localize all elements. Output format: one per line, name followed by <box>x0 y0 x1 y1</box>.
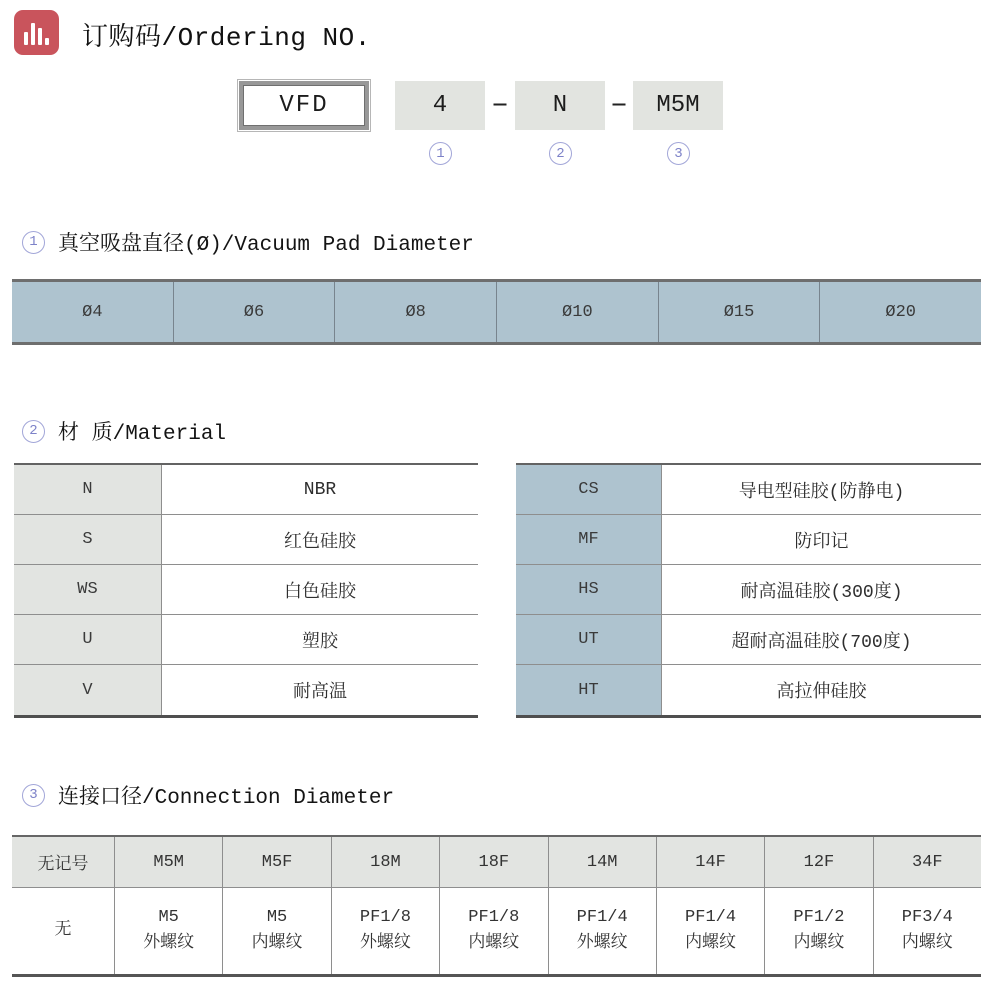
pad-diameter-table <box>12 279 981 345</box>
thread-size: PF1/8 <box>468 907 520 927</box>
diameter-cell: Ø10 <box>497 282 659 342</box>
ordering-code-segment-material: N <box>515 81 605 130</box>
connection-value <box>549 888 657 974</box>
thread-type: 内螺纹 <box>468 934 520 953</box>
thread-size: M5 <box>158 907 179 927</box>
connection-value <box>765 888 873 974</box>
material-code: UT <box>516 615 662 664</box>
section-title-text: 材 质/Material <box>58 423 227 446</box>
page-title: 订购码/Ordering NO. <box>82 23 371 53</box>
thread-type: 内螺纹 <box>793 934 845 953</box>
connection-table <box>12 835 981 977</box>
connection-body-row <box>12 888 981 974</box>
connection-header: 14F <box>657 837 765 887</box>
material-desc: 耐高温 <box>293 683 347 703</box>
diameter-cell: Ø8 <box>335 282 497 342</box>
material-row <box>516 515 981 565</box>
ordering-code-segment-diameter: 4 <box>395 81 485 130</box>
material-code: U <box>14 615 162 664</box>
material-code: CS <box>516 465 662 514</box>
diameter-cell: Ø15 <box>659 282 821 342</box>
connection-header-row <box>12 837 981 888</box>
diameter-cell: Ø20 <box>820 282 981 342</box>
material-desc: 塑胶 <box>302 632 338 653</box>
material-row <box>14 665 478 715</box>
material-desc: 白色硅胶 <box>284 582 356 603</box>
diameter-cell: Ø4 <box>12 282 174 342</box>
connection-value <box>874 888 981 974</box>
connection-value <box>115 888 223 974</box>
material-row <box>516 565 981 615</box>
connection-header: 无记号 <box>12 837 115 887</box>
connection-header: 14M <box>549 837 657 887</box>
code-separator: – <box>490 88 509 122</box>
thread-size: PF3/4 <box>901 907 953 927</box>
connection-header: M5F <box>223 837 331 887</box>
material-desc: 红色硅胶 <box>284 532 356 553</box>
segment-index-1: 1 <box>429 142 452 165</box>
thread-size: PF1/4 <box>685 907 737 927</box>
section-number-2: 2 <box>22 420 45 443</box>
diameter-cell: Ø6 <box>174 282 336 342</box>
material-row <box>14 615 478 665</box>
ordering-code-prefix-box <box>237 79 371 132</box>
material-code: MF <box>516 515 662 564</box>
material-row <box>516 665 981 715</box>
material-table-left <box>14 463 478 718</box>
material-code: WS <box>14 565 162 614</box>
section-number-1: 1 <box>22 231 45 254</box>
section-pad-diameter-title <box>22 227 474 257</box>
material-desc: 高拉伸硅胶 <box>776 683 867 703</box>
connection-header: 34F <box>874 837 981 887</box>
thread-type: 内螺纹 <box>251 934 303 953</box>
material-code: HS <box>516 565 662 614</box>
segment-index-row <box>0 142 993 166</box>
section-connection-title <box>22 780 394 810</box>
material-desc: 超耐高温硅胶(700度) <box>731 632 912 653</box>
prefix-box-frame <box>239 81 369 130</box>
thread-size: M5 <box>266 907 288 927</box>
connection-header: 12F <box>765 837 873 887</box>
section-number-3: 3 <box>22 784 45 807</box>
ordering-code-prefix: VFD <box>243 85 365 126</box>
connection-value <box>12 888 115 974</box>
material-desc: NBR <box>303 479 337 500</box>
thread-type: 内螺纹 <box>901 934 953 953</box>
thread-size: PF1/4 <box>576 907 628 927</box>
material-row <box>14 515 478 565</box>
connection-header: 18F <box>440 837 548 887</box>
section-material-title <box>22 416 226 446</box>
thread-size: PF1/8 <box>359 907 411 927</box>
material-desc: 防印记 <box>794 532 849 553</box>
material-desc: 导电型硅胶(防静电) <box>738 482 905 503</box>
material-row <box>516 465 981 515</box>
code-separator: – <box>609 88 628 122</box>
thread-type: 外螺纹 <box>359 934 411 953</box>
material-table-right <box>516 463 981 718</box>
connection-value <box>657 888 765 974</box>
thread-type: 内螺纹 <box>685 934 737 953</box>
thread-type: 外螺纹 <box>143 934 195 953</box>
connection-header: 18M <box>332 837 440 887</box>
material-row <box>14 465 478 515</box>
connection-value <box>440 888 548 974</box>
connection-header: M5M <box>115 837 223 887</box>
segment-index-2: 2 <box>549 142 572 165</box>
bar-chart-icon <box>14 10 59 55</box>
thread-size: 无 <box>54 920 72 940</box>
material-desc: 耐高温硅胶(300度) <box>740 582 903 603</box>
material-row <box>14 565 478 615</box>
thread-type: 外螺纹 <box>576 934 628 953</box>
ordering-code-segment-connection: M5M <box>633 81 723 130</box>
material-code: N <box>14 465 162 514</box>
thread-size: PF1/2 <box>793 907 845 927</box>
section-title-text: 连接口径/Connection Diameter <box>58 787 395 810</box>
material-code: V <box>14 665 162 715</box>
connection-value <box>332 888 440 974</box>
material-code: S <box>14 515 162 564</box>
section-title-text: 真空吸盘直径(Ø)/Vacuum Pad Diameter <box>58 234 474 257</box>
connection-value <box>223 888 331 974</box>
material-row <box>516 615 981 665</box>
material-code: HT <box>516 665 662 715</box>
segment-index-3: 3 <box>667 142 690 165</box>
